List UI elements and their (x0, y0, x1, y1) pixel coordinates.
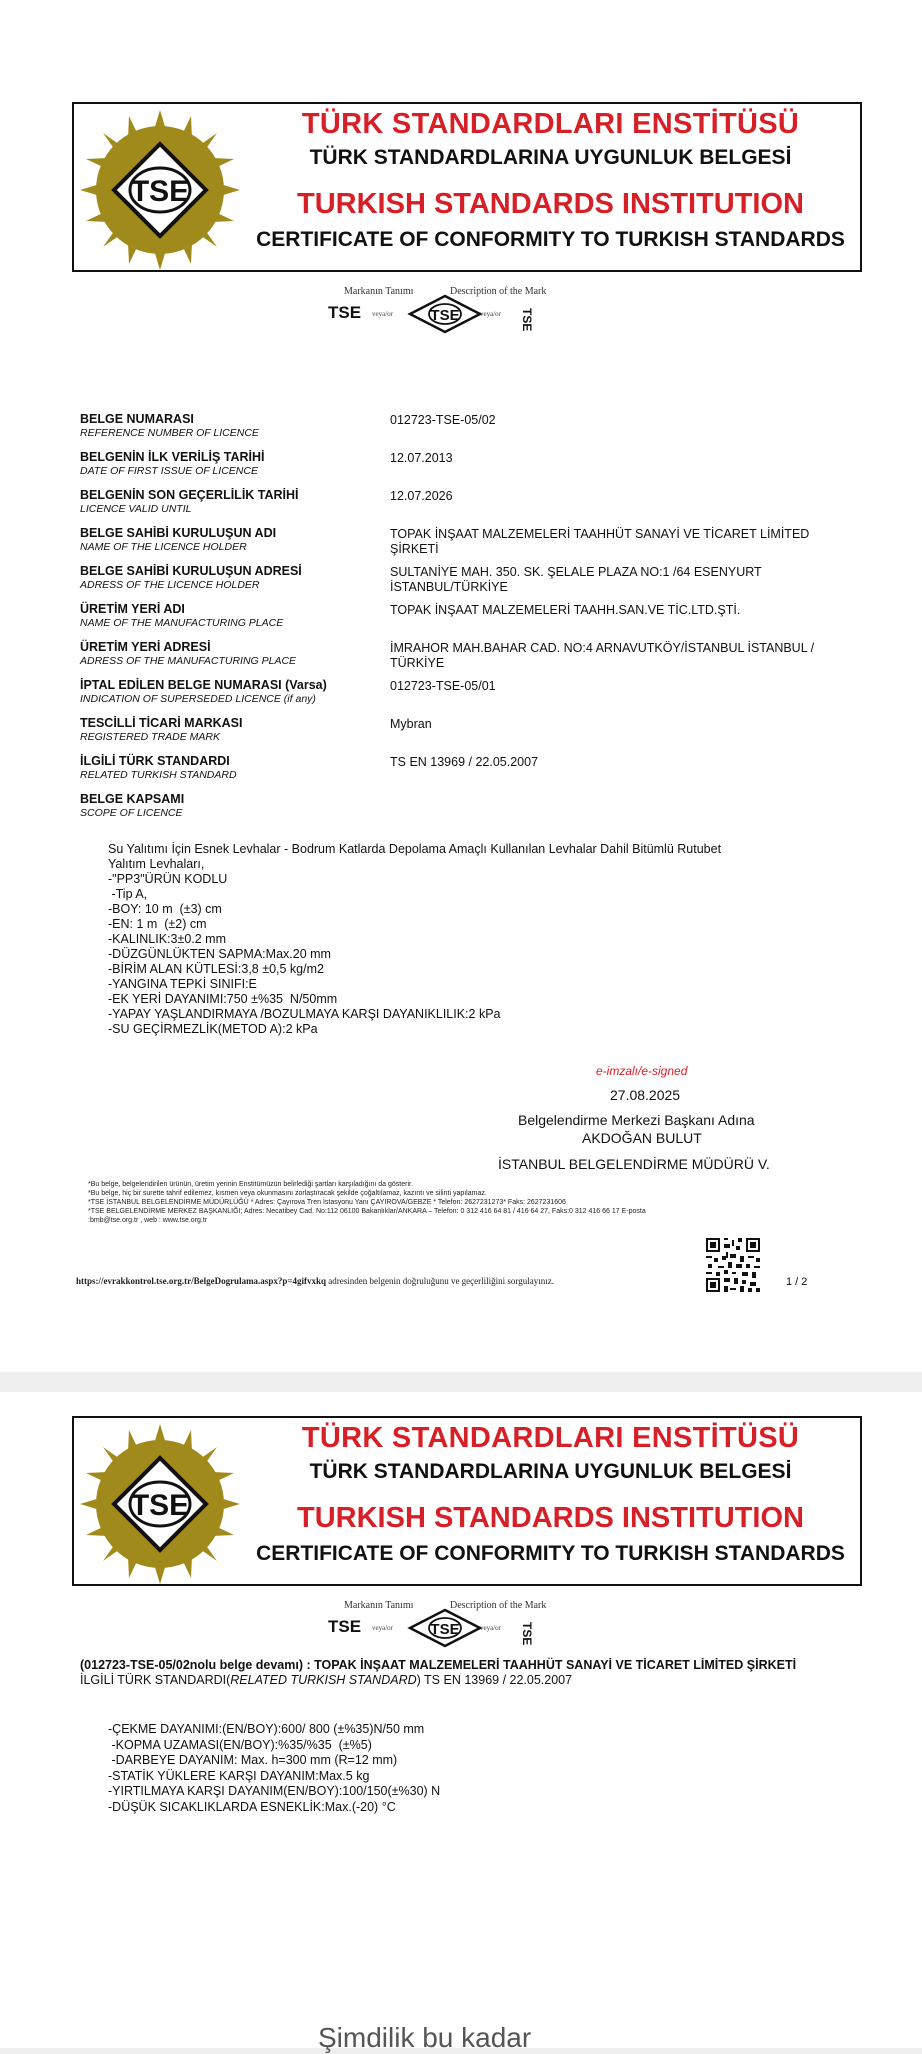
certificate-title-tr: TÜRK STANDARDLARINA UYGUNLUK BELGESİ (309, 1460, 792, 1483)
related-standard-line (80, 1673, 870, 1688)
property-line: -DÜŞÜK SICAKLIKLARDA ESNEKLİK:Max.(-20) °C (108, 1799, 396, 1814)
scope-line: -SU GEÇİRMEZLİK(METOD A):2 kPa (108, 1022, 318, 1036)
footnote-line: *Bu belge, hiç bir surette tahrif edilemez, kısmen veya okunmasını zorlaştıracak şekilde çoğaltılamaz, kazıntı ve silinti yapılamaz. (88, 1190, 487, 1197)
field-superseded-licence (80, 678, 860, 716)
scope-line: -KALINLIK:3±0.2 mm (108, 932, 227, 946)
mark-caption-en: Description of the Mark (450, 286, 547, 297)
svg-text:TSE: TSE (520, 308, 534, 332)
signatory-office: İSTANBUL BELGELENDİRME MÜDÜRÜ V. (498, 1156, 770, 1172)
tse-mark-icon (408, 1608, 482, 1648)
institution-name-en: TURKISH STANDARDS INSTITUTION (297, 1502, 804, 1534)
field-label-en: NAME OF THE LICENCE HOLDER (80, 541, 247, 553)
field-value: TOPAK İNŞAAT MALZEMELERİ TAAHHÜT SANAYİ VE TİCARET LİMİTED ŞİRKETİ (390, 527, 810, 556)
field-label-tr: BELGE KAPSAMI (80, 792, 185, 806)
field-value: 012723-TSE-05/02 (390, 413, 496, 427)
field-reference-number (80, 412, 860, 450)
field-value: 12.07.2013 (390, 451, 453, 465)
field-label-en: REGISTERED TRADE MARK (80, 731, 221, 743)
mark-or-text: veya/or (372, 1624, 393, 1632)
field-label-tr: BELGENİN İLK VERİLİŞ TARİHİ (80, 450, 265, 464)
mark-caption-tr: Markanın Tanımı (344, 1600, 414, 1611)
svg-text:TSE: TSE (520, 1622, 534, 1646)
field-label-en: ADRESS OF THE MANUFACTURING PLACE (80, 655, 297, 667)
field-related-standard (80, 754, 860, 792)
tse-seal-logo (78, 1422, 242, 1586)
continuation-block (80, 1658, 870, 1688)
scope-line: -EK YERİ DAYANIMI:750 ±%35 N/50mm (108, 992, 338, 1006)
certificate-page-2 (0, 1392, 922, 2048)
field-label-en: INDICATION OF SUPERSEDED LICENCE (if any) (80, 693, 316, 705)
certificate-header (72, 102, 862, 272)
field-label-en: LICENCE VALID UNTIL (80, 503, 192, 515)
mark-or-text-2: veya/or (480, 1624, 501, 1632)
svg-text:TSE: TSE (130, 175, 190, 208)
property-line: -YIRTILMAYA KARŞI DAYANIM(EN/BOY):100/150(±%30) N (108, 1784, 441, 1798)
scope-line: Su Yalıtımı İçin Esnek Levhalar - Bodrum Katlarda Depolama Amaçlı Kullanılan Levhalar Dahil Bitümlü Rutubet (108, 842, 722, 856)
field-holder-address (80, 564, 860, 602)
certificate-title-en: CERTIFICATE OF CONFORMITY TO TURKISH STANDARDS (256, 1542, 845, 1565)
footnotes (88, 1180, 848, 1225)
licence-fields (80, 412, 860, 830)
mark-tse-text: TSE (328, 303, 362, 322)
property-line: -STATİK YÜKLERE KARŞI DAYANIM:Max.5 kg (108, 1768, 370, 1783)
mark-caption-tr: Markanın Tanımı (344, 286, 414, 297)
scope-line: Yalıtım Levhaları, (108, 857, 205, 871)
field-label-tr: İPTAL EDİLEN BELGE NUMARASI (Varsa) (80, 678, 327, 692)
svg-text:TSE: TSE (430, 307, 460, 324)
tse-mark-icon (408, 294, 482, 334)
field-value: Mybran (390, 717, 432, 731)
institution-name-en: TURKISH STANDARDS INSTITUTION (297, 188, 804, 220)
field-scope (80, 792, 860, 830)
institution-name-tr: TÜRK STANDARDLARI ENSTİTÜSÜ (301, 1422, 800, 1454)
tse-vertical-mark-icon (516, 304, 534, 332)
field-valid-until (80, 488, 860, 526)
field-value: SULTANİYE MAH. 350. SK. ŞELALE PLAZA NO:1 /64 ESENYURT İSTANBUL/TÜRKİYE (390, 565, 762, 594)
field-label-tr: BELGENİN SON GEÇERLİLİK TARİHİ (80, 488, 299, 502)
footnote-line: *TSE BELGELENDİRME MERKEZ BAŞKANLIĞI; Adres: Necatibey Cad. No:112 06100 Bakanlıklar/ANKARA – Telefon: 0 312 416 64 81 / 416 64 27, Faks:0 312 416 66 17 E-posta (88, 1208, 646, 1215)
field-label-tr: ÜRETİM YERİ ADI (80, 602, 185, 616)
field-manufacturing-address (80, 640, 860, 678)
field-trade-mark (80, 716, 860, 754)
mark-or-text: veya/or (372, 310, 393, 318)
mark-tse-text: TSE (328, 1617, 362, 1636)
field-label-tr: TESCİLLİ TİCARİ MARKASI (80, 716, 243, 730)
related-standard-label: İLGİLİ TÜRK STANDARDI( (80, 1673, 231, 1687)
scope-line: -BOY: 10 m (±3) cm (108, 902, 222, 916)
field-value: TOPAK İNŞAAT MALZEMELERİ TAAHH.SAN.VE TİC.LTD.ŞTİ. (390, 603, 741, 617)
verification-link[interactable]: https://evrakkontrol.tse.org.tr/BelgeDogrulama.aspx?p=4gifvxkq (76, 1276, 326, 1286)
certificate-title-en: CERTIFICATE OF CONFORMITY TO TURKISH STANDARDS (256, 228, 845, 251)
related-standard-value: ) TS EN 13969 / 22.05.2007 (416, 1673, 573, 1687)
field-label-tr: BELGE SAHİBİ KURULUŞUN ADI (80, 526, 277, 540)
continuation-heading: (012723-TSE-05/02nolu belge devamı) : TOPAK İNŞAAT MALZEMELERİ TAAHHÜT SANAYİ VE TİCARET LİMİTED ŞİRKETİ (80, 1658, 797, 1672)
mark-caption-en: Description of the Mark (450, 1600, 547, 1611)
scope-line: -YAPAY YAŞLANDIRMAYA /BOZULMAYA KARŞI DAYANIKLILIK:2 kPa (108, 1007, 501, 1021)
mark-description (328, 286, 568, 346)
signatory-role: Belgelendirme Merkezi Başkanı Adına (518, 1112, 755, 1128)
field-label-tr: BELGE SAHİBİ KURULUŞUN ADRESİ (80, 564, 302, 578)
related-standard-label-en: RELATED TURKISH STANDARD (230, 1673, 417, 1687)
property-line: -KOPMA UZAMASI(EN/BOY):%35/%35 (±%5) (108, 1737, 372, 1752)
svg-text:TSE: TSE (430, 1621, 460, 1638)
field-value: İMRAHOR MAH.BAHAR CAD. NO:4 ARNAVUTKÖY/İSTANBUL İSTANBUL / TÜRKİYE (390, 641, 815, 670)
field-label-tr: İLGİLİ TÜRK STANDARDI (80, 754, 230, 768)
scope-line: -Tip A, (108, 887, 148, 901)
footnote-line: :bmb@tse.org.tr , web : www.tse.org.tr (88, 1217, 208, 1224)
scope-line: -"PP3"ÜRÜN KODLU (108, 872, 228, 886)
field-first-issue-date (80, 450, 860, 488)
verification-text: adresinden belgenin doğruluğunu ve geçerliliğini sorgulayınız. (325, 1276, 554, 1286)
page2-properties (108, 1722, 440, 1815)
scope-line: -EN: 1 m (±2) cm (108, 917, 207, 931)
scope-of-licence (108, 842, 828, 1037)
qr-code[interactable] (704, 1236, 762, 1294)
certificate-header-2 (72, 1416, 862, 1586)
scope-line: -DÜZGÜNLÜKTEN SAPMA:Max.20 mm (108, 947, 331, 961)
mark-or-text-2: veya/or (480, 310, 501, 318)
field-value: 012723-TSE-05/01 (390, 679, 496, 693)
signature-date: 27.08.2025 (610, 1087, 681, 1103)
bottom-caption: Şimdilik bu kadar (318, 2022, 532, 2053)
field-value: 12.07.2026 (390, 489, 453, 503)
field-label-en: DATE OF FIRST ISSUE OF LICENCE (80, 465, 258, 477)
certificate-title-tr: TÜRK STANDARDLARINA UYGUNLUK BELGESİ (309, 146, 792, 169)
page-number: 1 / 2 (786, 1276, 808, 1288)
institution-name-tr: TÜRK STANDARDLARI ENSTİTÜSÜ (301, 108, 800, 140)
mark-description-2 (328, 1600, 568, 1660)
e-signed-label: e-imzalı/e-signed (596, 1064, 688, 1078)
tse-vertical-mark-icon (516, 1618, 534, 1646)
field-label-tr: BELGE NUMARASI (80, 412, 194, 426)
field-label-en: RELATED TURKISH STANDARD (80, 769, 237, 781)
field-manufacturing-place (80, 602, 860, 640)
footnote-line: *TSE İSTANBUL BELGELENDİRME MÜDÜRLÜĞÜ * Adres: Çayırova Tren İstasyonu Yanı ÇAYIROVA/GEBZE * Telefon: 2627231273* Faks: 2627231606 (88, 1199, 566, 1206)
field-value: TS EN 13969 / 22.05.2007 (390, 755, 539, 769)
field-holder-name (80, 526, 860, 564)
field-label-tr: ÜRETİM YERİ ADRESİ (80, 640, 211, 654)
property-line: -ÇEKME DAYANIMI:(EN/BOY):600/ 800 (±%35)N/50 mm (108, 1722, 425, 1736)
verification-note (76, 1276, 554, 1286)
tse-seal-logo (78, 108, 242, 272)
signatory-name: AKDOĞAN BULUT (582, 1130, 702, 1146)
field-label-en: REFERENCE NUMBER OF LICENCE (80, 427, 259, 439)
field-label-en: NAME OF THE MANUFACTURING PLACE (80, 617, 284, 629)
field-label-en: ADRESS OF THE LICENCE HOLDER (80, 579, 260, 591)
scope-line: -YANGINA TEPKİ SINIFI:E (108, 977, 257, 991)
scope-line: -BİRİM ALAN KÜTLESİ:3,8 ±0,5 kg/m2 (108, 962, 324, 976)
property-line: -DARBEYE DAYANIM: Max. h=300 mm (R=12 mm) (108, 1753, 398, 1767)
field-label-en: SCOPE OF LICENCE (80, 807, 183, 819)
footnote-line: *Bu belge, belgelendirilen ürünün, üretim yerinin Enstitümüzün belirlediği şartları karşıladığını da gösterir. (88, 1181, 413, 1188)
svg-text:TSE: TSE (130, 1489, 190, 1522)
